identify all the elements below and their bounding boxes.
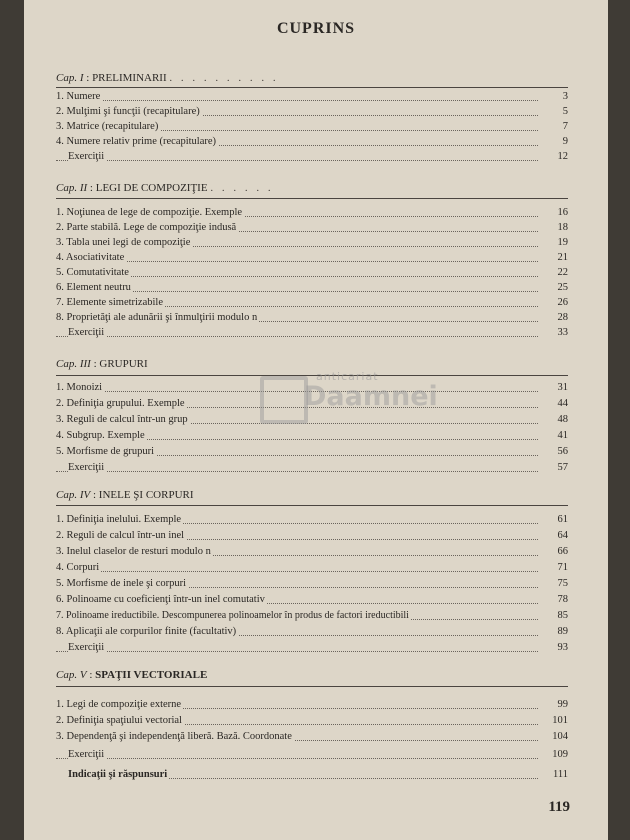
toc-entry: 2. Reguli de calcul într-un inel 64 <box>56 530 568 541</box>
toc-entry: 6. Element neutru 25 <box>56 282 568 293</box>
toc-entry: 3. Tabla unei legi de compoziţie 19 <box>56 237 568 248</box>
chapter-rule <box>56 686 568 687</box>
toc-entry: 3. Dependenţă şi independenţă liberă. Bază. Coordonate 104 <box>56 731 568 742</box>
toc-entry: 7. Elemente simetrizabile 26 <box>56 297 568 308</box>
toc-entry: 2. Definiţia grupului. Exemple 44 <box>56 398 568 409</box>
toc-entry: 6. Polinoame cu coeficienţi într-un inel comutativ 78 <box>56 594 568 605</box>
chapter-heading-5: Cap. V : SPAŢII VECTORIALE <box>56 669 208 681</box>
toc-entry: 5. Morfisme de grupuri 56 <box>56 446 568 457</box>
toc-entry-hints: Indicaţii şi răspunsuri 111 <box>68 769 568 780</box>
toc-entry: 8. Proprietăţi ale adunării şi înmulţirii modulo n 28 <box>56 312 568 323</box>
chapter-rule <box>56 87 568 88</box>
toc-entry: 4. Corpuri 71 <box>56 562 568 573</box>
toc-entry: 2. Mulţimi şi funcţii (recapitulare) 5 <box>56 106 568 117</box>
chapter-rule <box>56 375 568 376</box>
page-number: 119 <box>548 799 570 815</box>
watermark-brand: Daamnei <box>304 381 438 412</box>
chapter-rule <box>56 505 568 506</box>
watermark-logo <box>260 376 308 424</box>
chapter-rule <box>56 198 568 199</box>
toc-entry: 3. Inelul claselor de resturi modulo n 66 <box>56 546 568 557</box>
toc-entry: 1. Monoizi 31 <box>56 382 568 393</box>
toc-entry-exercises: Exerciţii 33 <box>56 325 568 340</box>
toc-entry: 4. Numere relativ prime (recapitulare) 9 <box>56 136 568 147</box>
toc-entry-exercises: Exerciţii 12 <box>56 149 568 164</box>
chapter-heading-4: Cap. IV : INELE ŞI CORPURI <box>56 489 194 501</box>
toc-entry: 8. Aplicaţii ale corpurilor finite (facultativ) 89 <box>56 626 568 637</box>
toc-entry-exercises: Exerciţii 109 <box>56 747 568 762</box>
chapter-heading-1: Cap. I : PRELIMINARII . . . . . . . . . . <box>56 72 279 84</box>
chapter-name: PRELIMINARII <box>92 72 167 84</box>
toc-title: CUPRINS <box>276 20 356 37</box>
toc-entry-exercises: Exerciţii 93 <box>56 640 568 655</box>
toc-entry: 4. Asociativitate 21 <box>56 252 568 263</box>
chapter-heading-3: Cap. III : GRUPURI <box>56 358 148 370</box>
chapter-dots: . . . . . . . . . . <box>169 72 279 84</box>
toc-entry: 2. Parte stabilă. Lege de compoziţie indusă 18 <box>56 222 568 233</box>
chapter-number: Cap. I <box>56 72 84 84</box>
toc-entry-exercises: Exerciţii 57 <box>56 460 568 475</box>
toc-entry: 5. Comutativitate 22 <box>56 267 568 278</box>
toc-entry: 2. Definiţia spaţiului vectorial 101 <box>56 715 568 726</box>
watermark-tagline: anticariat <box>316 370 379 383</box>
toc-entry: 3. Reguli de calcul într-un grup 48 <box>56 414 568 425</box>
toc-entry: 3. Matrice (recapitulare) 7 <box>56 121 568 132</box>
toc-entry: 1. Numere 3 <box>56 91 568 102</box>
toc-entry: 7. Polinoame ireductibile. Descompunerea polinoamelor în produs de factori ireductibili 85 <box>56 610 568 621</box>
toc-entry: 1. Noţiunea de lege de compoziţie. Exemple 16 <box>56 207 568 218</box>
toc-entry: 1. Legi de compoziţie externe 99 <box>56 699 568 710</box>
toc-entry: 5. Morfisme de inele şi corpuri 75 <box>56 578 568 589</box>
toc-entry: 4. Subgrup. Exemple 41 <box>56 430 568 441</box>
chapter-heading-2: Cap. II : LEGI DE COMPOZIŢIE . . . . . . <box>56 182 274 194</box>
toc-entry: 1. Definiţia inelului. Exemple 61 <box>56 514 568 525</box>
book-page <box>24 0 608 840</box>
